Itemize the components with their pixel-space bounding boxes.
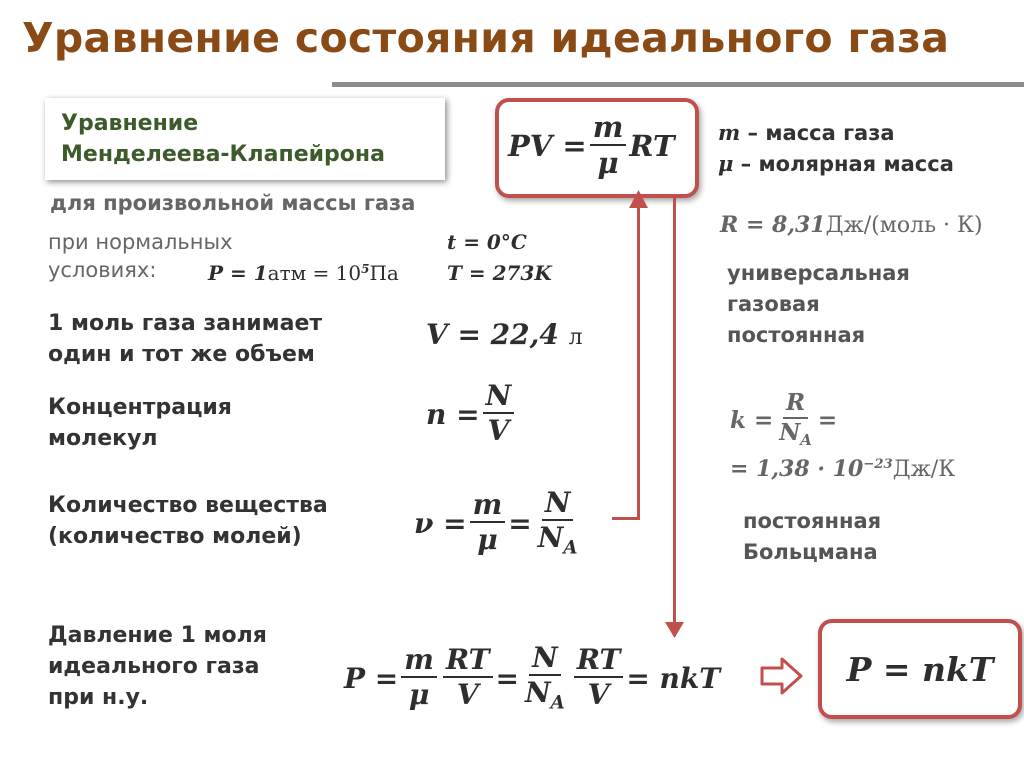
mole-volume-line2: один и тот же объем [48,342,315,367]
p-normal-unit: Па [369,261,399,285]
normal-conditions-line1: при нормальных [48,230,233,254]
amount-den2 [535,521,581,559]
mk-label-line2: Менделеева-Клапейрона [61,142,385,167]
connector-vertical-left [637,204,640,520]
gas-constant [720,212,983,238]
molar-mass-definition [718,148,954,180]
main-eq-rhs: RT [629,129,675,163]
m-text: – масса газа [740,121,895,145]
main-equation [508,102,675,190]
k-fraction [776,390,815,450]
p-normal-exp: 5 [361,261,370,276]
pressure-line2: идеального газа [48,654,260,679]
concentration-line2: молекул [48,426,158,451]
amount-den2-sub: A [563,537,578,559]
pressure-tail: = nkT [626,661,721,695]
k-value-a: = 1,38 · 10 [730,456,864,482]
k-lhs: k = [730,406,774,434]
molar-volume-a: V = 22,4 [426,318,569,351]
mu-symbol: μ [718,151,734,176]
main-eq-num: m [590,111,627,146]
pressure-f1d: μ [408,678,430,712]
temp-kelvin: T = 273K [447,261,552,285]
concentration-eq [426,372,517,456]
gas-constant-b: Дж/(моль · К) [825,213,983,238]
mu-text: – молярная масса [733,152,954,176]
gas-constant-desc [727,258,910,351]
mass-definition [718,117,895,149]
boltzmann-value [730,456,955,482]
boltzmann-desc-1: постоянная [743,509,882,533]
pressure-frac3 [522,642,568,714]
pressure-normal [208,261,399,285]
amount-eq2: = [508,506,532,540]
gas-constant-desc-1: универсальная [727,261,910,285]
amount-label [48,490,328,552]
connector-vertical-right [673,196,676,626]
pressure-f2n: RT [443,644,493,678]
final-equation: P = nkT [846,649,994,689]
conc-den: V [487,414,510,448]
arbitrary-mass-text: для произвольной массы газа [50,191,416,215]
k-eq: = [817,406,838,434]
boltzmann-desc-2: Больцмана [743,540,878,564]
pressure-eq [344,632,720,724]
mole-volume-line1: 1 моль газа занимает [48,311,323,336]
mendeleev-clapeyron-label [61,108,385,170]
p-normal-a: P = 1 [208,261,268,285]
gas-constant-desc-3: постоянная [727,323,866,347]
k-den-sub: A [800,430,812,449]
pressure-f3d [522,676,568,714]
amount-den2-a: N [537,520,564,554]
k-value-exp: −23 [863,457,893,473]
arrow-right-icon [760,656,804,696]
k-den-a: N [779,418,801,446]
conc-fraction [483,380,515,448]
pressure-f3n: N [529,642,561,676]
amount-den1: μ [477,523,498,557]
conc-num: N [483,380,515,414]
p-normal-b: атм = 10 [267,261,362,285]
main-eq-den: μ [597,146,619,181]
arrow-up-icon [629,190,648,208]
molar-volume-eq [426,318,583,351]
main-eq-fraction [590,111,627,181]
boltzmann-eq [730,384,837,456]
mole-volume-label [48,308,322,370]
mendeleev-clapeyron-label-box [45,98,445,180]
m-symbol: m [718,120,741,145]
pressure-f1n: m [401,644,437,678]
page-title: Уравнение состояния идеального газа [22,14,950,62]
amount-num2: N [542,487,574,521]
pressure-f3d-sub: A [550,692,565,714]
pressure-f3d-a: N [525,675,551,709]
amount-frac1 [470,489,506,557]
amount-line1: Количество вещества [48,493,328,518]
conc-lhs: n = [426,397,480,431]
normal-conditions-line2: условиях: [48,258,157,282]
molar-volume-unit: л [568,325,583,350]
boltzmann-desc [743,506,881,568]
pressure-f4d: V [587,678,610,712]
amount-lhs: ν = [414,506,467,540]
concentration-line1: Концентрация [48,395,232,420]
gas-constant-a: R = 8,31 [720,212,826,238]
pressure-line3: при н.у. [48,685,149,710]
pressure-f4n: RT [574,644,624,678]
mk-label-line1: Уравнение [61,111,199,136]
gas-constant-desc-2: газовая [727,292,820,316]
title-divider [332,82,1024,87]
connector-horizontal [612,517,640,520]
k-den [776,419,815,450]
pressure-frac4 [574,644,624,712]
pressure-lhs: P = [344,661,399,695]
pressure-f2d: V [456,678,479,712]
amount-line2: (количество молей) [48,524,302,549]
concentration-label [48,392,232,454]
pressure-eq-sign: = [495,661,519,695]
amount-frac2 [535,487,581,559]
amount-eq [414,478,583,568]
pressure-frac2 [443,644,493,712]
pressure-line1: Давление 1 моля [48,623,267,648]
pressure-frac1 [401,644,437,712]
pressure-label [48,620,267,713]
amount-num1: m [470,489,506,523]
k-num: R [783,390,808,418]
temp-celsius: t = 0°C [447,230,527,254]
k-value-unit: Дж/К [892,457,956,482]
main-eq-lhs: PV = [508,129,587,163]
